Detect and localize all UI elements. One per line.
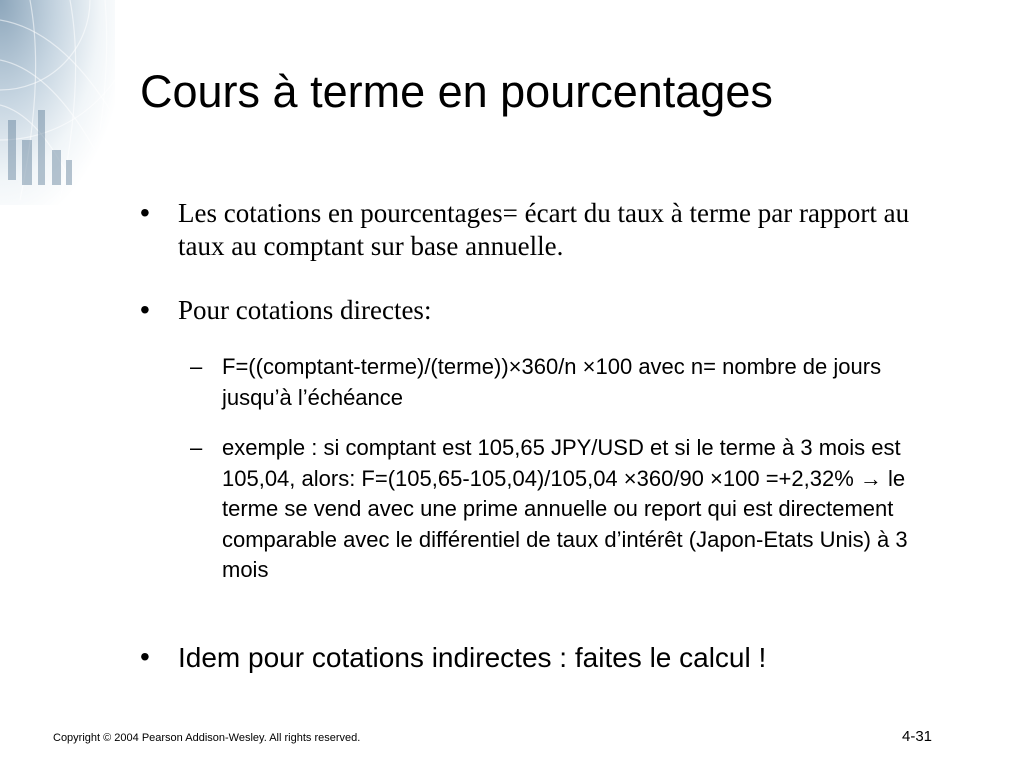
bullet-item (140, 641, 930, 675)
copyright-notice: Copyright © 2004 Pearson Addison-Wesley. All rights reserved. (53, 732, 361, 744)
sub-bullet-marker: – (190, 435, 203, 460)
slide-title: Cours à terme en pourcentages (140, 66, 773, 117)
sub-bullet-item (190, 433, 940, 586)
bullet-text: Idem pour cotations indirectes : faites le calcul ! (178, 642, 767, 673)
bullet-marker: • (140, 294, 150, 325)
globe-grid-corner-icon (0, 0, 115, 205)
bullet-text: Pour cotations directes: (178, 295, 432, 325)
sub-bullet-marker: – (190, 354, 203, 379)
bullet-item (140, 197, 930, 263)
sub-bullet-item (190, 352, 940, 413)
bullet-item (140, 294, 930, 327)
sub-bullet-text: F=((comptant-terme)/(terme))×360/n ×100 avec n= nombre de jours jusqu’à l’échéance (222, 354, 882, 410)
sub-bullet-text: exemple : si comptant est 105,65 JPY/USD et si le terme à 3 mois est 105,04, alors: F=(105,65-105,04)/105,04 ×360/90 ×100 =+2,32% → le terme se vend avec une prime annuelle ou report qui est directement comparable avec le différentiel de taux d’intérêt (Japon-Etats Unis) à 3 mois (222, 435, 908, 582)
page-number: 4-31 (902, 728, 933, 745)
bullet-text: Les cotations en pourcentages= écart du taux à terme par rapport au taux au comptant sur base annuelle. (178, 198, 910, 261)
bullet-marker: • (140, 641, 150, 672)
bullet-marker: • (140, 197, 150, 228)
